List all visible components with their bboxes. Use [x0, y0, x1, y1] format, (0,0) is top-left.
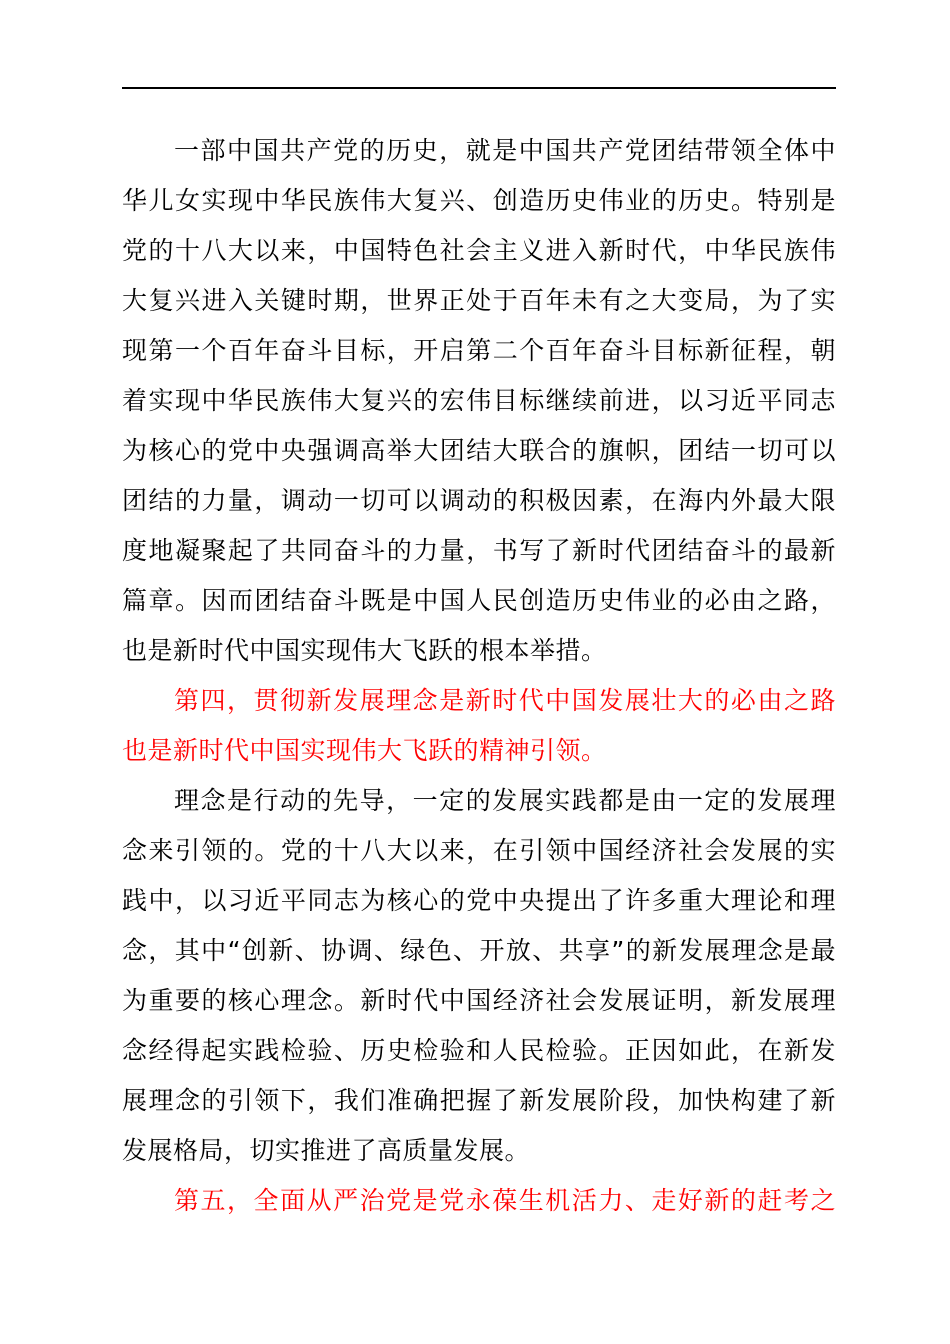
- header-rule: [122, 87, 836, 89]
- paragraph-line: 度地凝聚起了共同奋斗的力量，书写了新时代团结奋斗的最新: [122, 536, 836, 565]
- paragraph-new-development-philosophy: [122, 776, 836, 1176]
- paragraph-line: 篇章。因而团结奋斗既是中国人民创造历史伟业的必由之路，: [122, 586, 836, 615]
- paragraph-line: 华儿女实现中华民族伟大复兴、创造历史伟业的历史。特别是: [122, 186, 836, 215]
- heading-fourth-point: [122, 676, 836, 776]
- paragraph-unity-struggle: [122, 126, 836, 676]
- paragraph-line: 为核心的党中央强调高举大团结大联合的旗帜，团结一切可以: [122, 436, 836, 465]
- paragraph-line: 也是新时代中国实现伟大飞跃的根本举措。: [122, 636, 607, 665]
- paragraph-line: 现第一个百年奋斗目标，开启第二个百年奋斗目标新征程，朝: [122, 336, 836, 365]
- paragraph-line: 大复兴进入关键时期，世界正处于百年未有之大变局，为了实: [122, 286, 836, 315]
- paragraph-line: 一部中国共产党的历史，就是中国共产党团结带领全体中: [174, 136, 836, 165]
- document-body: [122, 126, 836, 1226]
- paragraph-line: 发展格局，切实推进了高质量发展。: [122, 1136, 531, 1165]
- heading-fifth-point: [122, 1176, 836, 1226]
- paragraph-line: 念，其中“创新、协调、绿色、开放、共享”的新发展理念是最: [122, 936, 836, 965]
- heading-line: 第五，全面从严治党是党永葆生机活力、走好新的赶考之: [174, 1186, 836, 1215]
- paragraph-line: 为重要的核心理念。新时代中国经济社会发展证明，新发展理: [122, 986, 836, 1015]
- paragraph-line: 念经得起实践检验、历史检验和人民检验。正因如此，在新发: [122, 1036, 836, 1065]
- paragraph-line: 理念是行动的先导，一定的发展实践都是由一定的发展理: [174, 786, 836, 815]
- paragraph-line: 念来引领的。党的十八大以来，在引领中国经济社会发展的实: [122, 836, 836, 865]
- paragraph-line: 践中，以习近平同志为核心的党中央提出了许多重大理论和理: [122, 886, 836, 915]
- paragraph-line: 团结的力量，调动一切可以调动的积极因素，在海内外最大限: [122, 486, 836, 515]
- heading-line: 第四，贯彻新发展理念是新时代中国发展壮大的必由之路: [174, 686, 836, 715]
- paragraph-line: 着实现中华民族伟大复兴的宏伟目标继续前进，以习近平同志: [122, 386, 836, 415]
- heading-line: 也是新时代中国实现伟大飞跃的精神引领。: [122, 736, 607, 765]
- paragraph-line: 党的十八大以来，中国特色社会主义进入新时代，中华民族伟: [122, 236, 836, 265]
- paragraph-line: 展理念的引领下，我们准确把握了新发展阶段，加快构建了新: [122, 1086, 836, 1115]
